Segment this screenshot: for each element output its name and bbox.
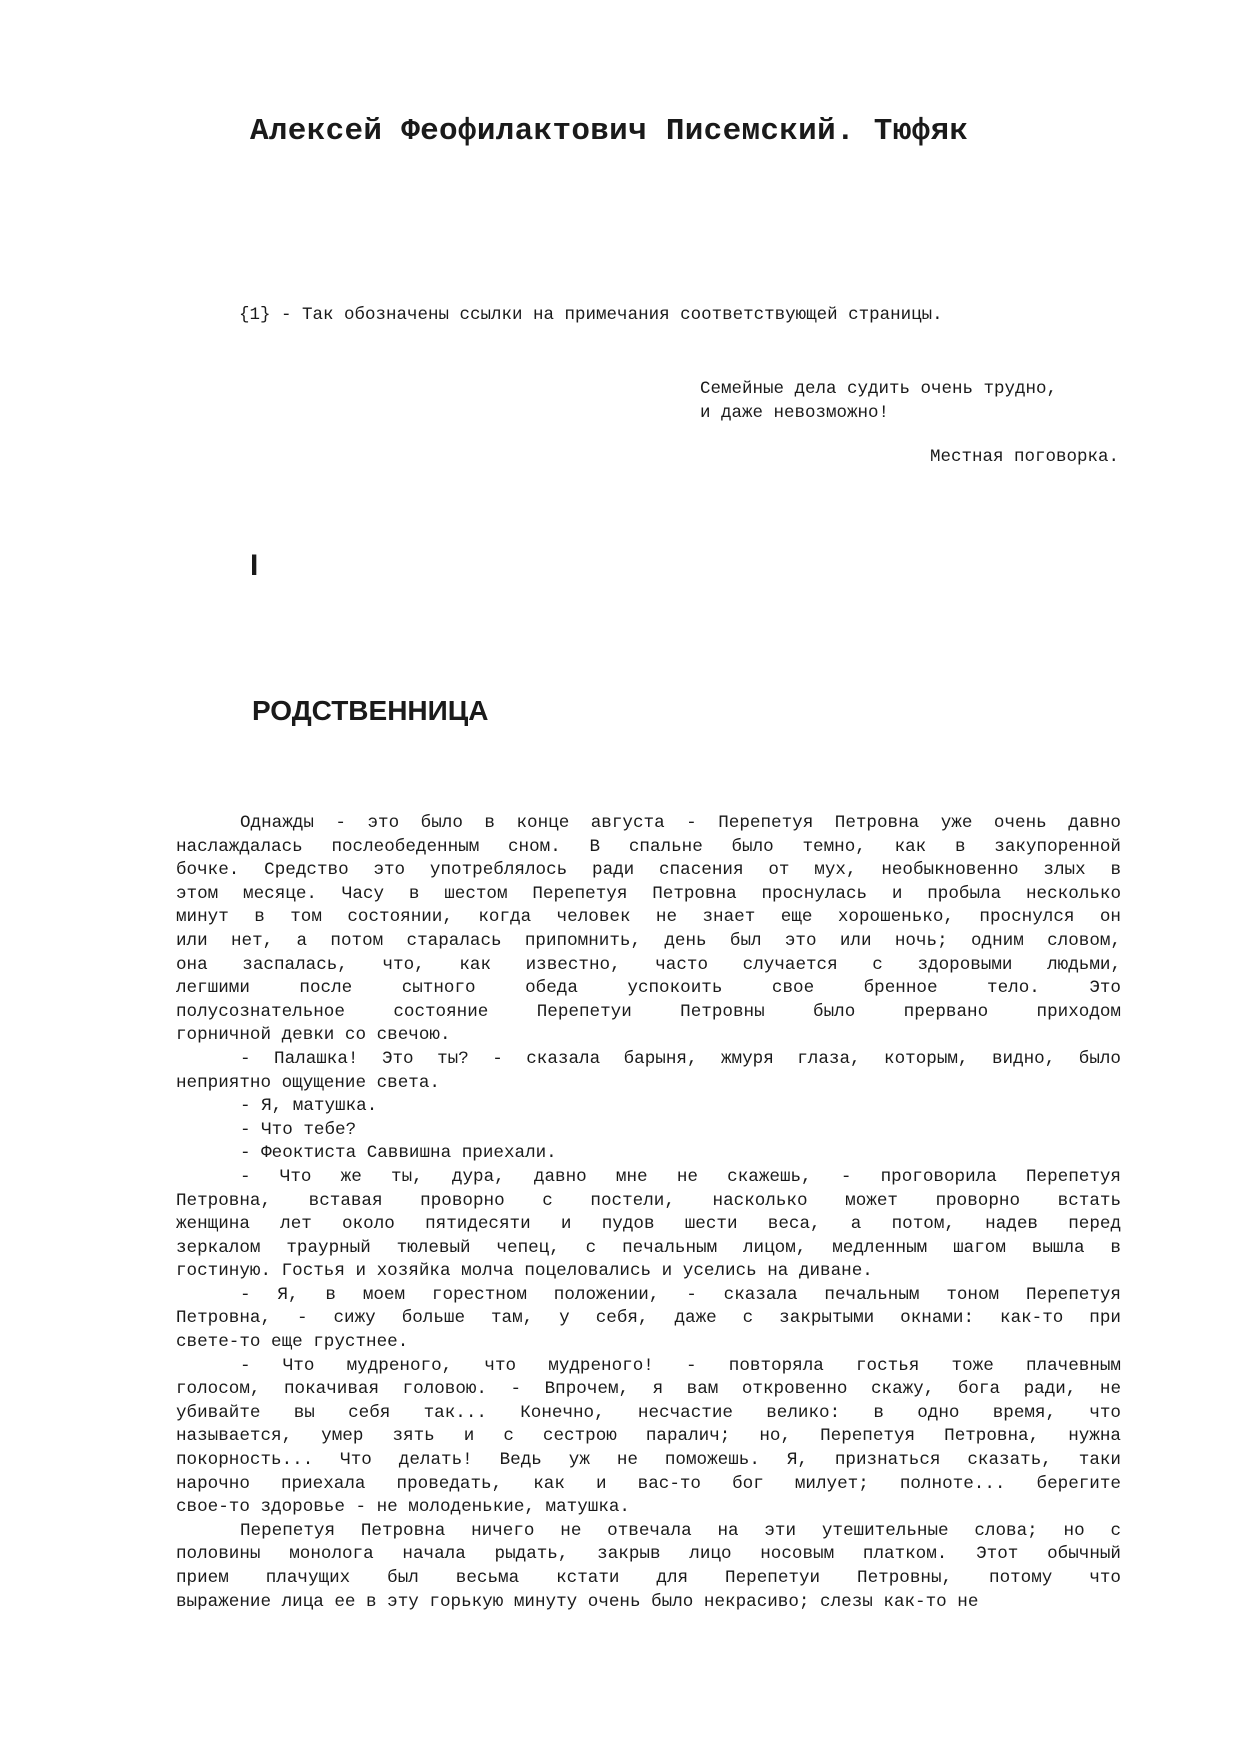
epigraph-line: и даже невозможно!: [700, 403, 890, 423]
text-line: наслаждалась послеобеденным сном. В спальне было темно, как в закупоренной: [176, 836, 1121, 857]
document-title: Алексей Феофилактович Писемский. Тюфяк: [250, 114, 969, 149]
epigraph-line: Семейные дела судить очень трудно,: [700, 379, 1058, 399]
text-line: этом месяце. Часу в шестом Перепетуя Петровна проснулась и пробыла несколько: [176, 883, 1121, 904]
paragraph: [176, 1048, 1121, 1095]
text-line: свете-то еще грустнее.: [176, 1332, 409, 1353]
text-line: - Что тебе?: [240, 1119, 357, 1140]
text-line: убивайте вы себя так... Конечно, несчастие велико: в одно время, что: [176, 1402, 1121, 1423]
paragraph: [176, 812, 1121, 1048]
text-line: выражение лица ее в эту горькую минуту очень было некрасиво; слезы как-то не: [176, 1591, 979, 1612]
text-line: Петровна, вставая проворно с постели, насколько может проворно встать: [176, 1190, 1121, 1211]
text-line: прием плачущих был весьма кстати для Перепетуи Петровны, потому что: [176, 1568, 1121, 1588]
text-line: называется, умер зять и с сестрою паралич; но, Перепетуя Петровна, нужна: [176, 1426, 1121, 1447]
text-line: - Я, в моем горестном положении, - сказала печальным тоном Перепетуя: [240, 1284, 1121, 1305]
text-line: свое-то здоровье - не молоденькие, матушка.: [176, 1497, 630, 1518]
text-line: или нет, а потом старалась припомнить, день был это или ночь; одним словом,: [176, 930, 1121, 951]
text-line: легшими после сытного обеда успокоить свое бренное тело. Это: [176, 978, 1121, 999]
text-line: половины монолога начала рыдать, закрыв лицо носовым платком. Этот обычный: [176, 1544, 1121, 1565]
text-line: - Палашка! Это ты? - сказала барыня, жмуря глаза, которым, видно, было: [240, 1048, 1121, 1069]
text-line: - Что мудреного, что мудреного! - повторяла гостья тоже плачевным: [240, 1355, 1121, 1376]
text-line: полусознательное состояние Перепетуи Петровны было прервано приходом: [176, 1001, 1121, 1022]
chapter-title: РОДСТВЕННИЦА: [252, 695, 489, 726]
text-line: гостиную. Гостья и хозяйка молча поцеловались и уселись на диване.: [176, 1261, 873, 1282]
text-line: голосом, покачивая головою. - Впрочем, я вам откровенно скажу, бога ради, не: [176, 1379, 1121, 1400]
text-line: - Я, матушка.: [240, 1096, 378, 1117]
text-line: - Что же ты, дура, давно мне не скажешь, - проговорила Перепетуя: [240, 1166, 1121, 1187]
text-line: горничной девки со свечою.: [176, 1025, 451, 1046]
text-line: покорность... Что делать! Ведь уж не поможешь. Я, признаться сказать, таки: [176, 1450, 1121, 1471]
text-line: бочке. Средство это употреблялось ради спасения от мух, необыкновенно злых в: [176, 860, 1121, 881]
text-line: зеркалом траурный тюлевый чепец, с печальным лицом, медленным шагом вышла в: [176, 1237, 1121, 1258]
paragraph: [176, 1142, 1121, 1166]
text-line: неприятно ощущение света.: [176, 1072, 440, 1093]
text-line: минут в том состоянии, когда человек не знает еще хорошенько, проснулся он: [176, 907, 1121, 928]
text-line: Петровна, - сижу больше там, у себя, даже с закрытыми окнами: как-то при: [176, 1308, 1121, 1329]
paragraph: [176, 1166, 1121, 1284]
chapter-number: I: [250, 549, 259, 582]
epigraph-source: Местная поговорка.: [929, 447, 1119, 467]
paragraph: [176, 1520, 1121, 1614]
paragraph: [176, 1284, 1121, 1355]
paragraph: [176, 1095, 1121, 1119]
paragraph: [176, 1355, 1121, 1520]
paragraph: [176, 1119, 1121, 1143]
chapter-body: [176, 812, 1121, 1614]
text-line: Перепетуя Петровна ничего не отвечала на эти утешительные слова; но с: [240, 1520, 1121, 1541]
text-line: Однажды - это было в конце августа - Перепетуя Петровна уже очень давно: [240, 813, 1121, 833]
text-line: нарочно приехала проведать, как и вас-то бог милует; полноте... берегите: [176, 1473, 1121, 1494]
text-line: она заспалась, что, как известно, часто случается с здоровыми людьми,: [176, 954, 1121, 975]
text-line: - Феоктиста Саввишна приехали.: [240, 1143, 557, 1164]
text-line: женщина лет около пятидесяти и пудов шести веса, а потом, надев перед: [176, 1214, 1121, 1235]
footnote-note: {1} - Так обозначены ссылки на примечания соответствующей страницы.: [239, 305, 943, 325]
epigraph: [700, 377, 1057, 425]
